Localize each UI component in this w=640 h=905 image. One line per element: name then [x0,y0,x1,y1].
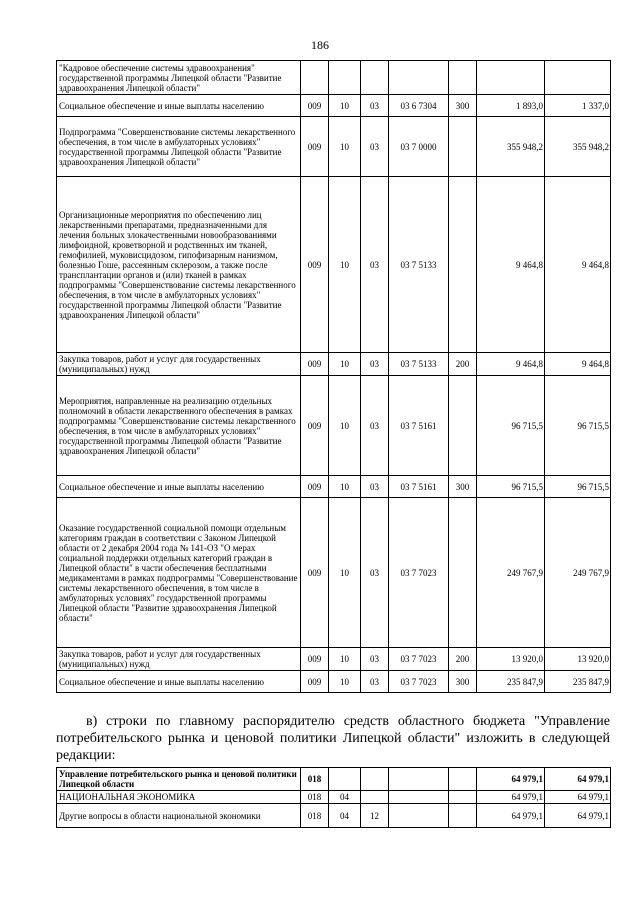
cell-section: 10 [329,117,361,177]
cell-admin: 009 [301,376,329,476]
cell-name: Организационные мероприятия по обеспечению лиц лекарственными препаратами, предназначенными для лечения больных злокачественными новообразованиями лимфоидной, кроветворной и родственных им тканей, гемофилией, муковисцидозом, гипофизарным нанизмом, болезнью Гоше, рассеянным склерозом, а также после трансплантации органов и (или) тканей в рамках подпрограммы "Совершенствование системы лекарственного обеспечения, в том числе в амбулаторных условиях" государственной программы Липецкой области "Развитие здравоохранения Липецкой области" [57,177,301,353]
cell-name: "Кадровое обеспечение системы здравоохранения" государственной программы Липецкой области "Развитие здравоохранения Липецкой области" [57,61,301,95]
cell-expense: 300 [449,476,477,498]
cell-subsection [361,791,389,804]
cell-target: 03 6 7304 [389,95,449,117]
cell-section [329,768,361,791]
cell-sum1: 64 979,1 [477,791,545,804]
cell-section: 10 [329,376,361,476]
cell-admin: 009 [301,117,329,177]
cell-section: 04 [329,791,361,804]
cell-admin: 009 [301,498,329,648]
table-row [57,476,611,498]
cell-subsection: 03 [361,117,389,177]
cell-expense: 300 [449,95,477,117]
cell-sum1 [477,61,545,95]
cell-admin: 009 [301,353,329,376]
cell-expense: 200 [449,353,477,376]
cell-sum1: 64 979,1 [477,768,545,791]
cell-name: Социальное обеспечение и иные выплаты населению [57,95,301,117]
cell-name: Закупка товаров, работ и услуг для государственных (муниципальных) нужд [57,353,301,376]
cell-subsection [361,768,389,791]
cell-name: Закупка товаров, работ и услуг для государственных (муниципальных) нужд [57,648,301,671]
cell-sum2: 96 715,5 [545,476,611,498]
cell-target [389,804,449,828]
cell-subsection: 03 [361,498,389,648]
cell-subsection: 03 [361,476,389,498]
table-row [57,117,611,177]
table-row [57,768,611,791]
cell-subsection: 03 [361,353,389,376]
cell-admin: 018 [301,804,329,828]
cell-section: 10 [329,95,361,117]
cell-sum1: 9 464,8 [477,177,545,353]
cell-expense [449,768,477,791]
table-row [57,61,611,95]
cell-sum2: 13 920,0 [545,648,611,671]
cell-sum2: 64 979,1 [545,791,611,804]
cell-section: 10 [329,177,361,353]
table-row [57,671,611,693]
cell-section: 10 [329,476,361,498]
cell-name: Подпрограмма "Совершенствование системы лекарственного обеспечения, в том числе в амбулаторных условиях" государственной программы Липецкой области "Развитие здравоохранения Липецкой области" [57,117,301,177]
cell-admin: 009 [301,476,329,498]
cell-admin [301,61,329,95]
cell-name: Управление потребительского рынка и ценовой политики Липецкой области [57,768,301,791]
cell-target: 03 7 0000 [389,117,449,177]
cell-name: Другие вопросы в области национальной экономики [57,804,301,828]
cell-sum1: 235 847,9 [477,671,545,693]
cell-expense [449,117,477,177]
cell-sum2: 64 979,1 [545,804,611,828]
budget-table-health [56,60,611,693]
cell-sum2: 64 979,1 [545,768,611,791]
cell-expense [449,177,477,353]
cell-subsection [361,61,389,95]
cell-target [389,61,449,95]
cell-subsection: 03 [361,95,389,117]
cell-target: 03 7 7023 [389,498,449,648]
cell-name: Мероприятия, направленные на реализацию отдельных полномочий в области лекарственного обеспечения в рамках подпрограммы "Совершенствование системы лекарственного обеспечения, в том числе в амбулаторных условиях" государственной программы Липецкой области "Развитие здравоохранения Липецкой области" [57,376,301,476]
table-row [57,804,611,828]
cell-sum2: 355 948,2 [545,117,611,177]
cell-target: 03 7 5161 [389,476,449,498]
cell-sum2: 1 337,0 [545,95,611,117]
cell-target: 03 7 5161 [389,376,449,476]
table-row [57,791,611,804]
cell-expense [449,376,477,476]
cell-admin: 009 [301,671,329,693]
table-row [57,177,611,353]
table-row [57,95,611,117]
cell-sum2: 235 847,9 [545,671,611,693]
cell-target: 03 7 7023 [389,671,449,693]
cell-section: 10 [329,498,361,648]
cell-expense: 200 [449,648,477,671]
cell-section: 10 [329,353,361,376]
page-number: 186 [311,38,329,52]
cell-sum2: 9 464,8 [545,177,611,353]
cell-expense [449,804,477,828]
cell-expense [449,498,477,648]
amendment-paragraph: в) строки по главному распорядителю средств областного бюджета "Управление потребительского рынка и ценовой политики Липецкой области" изложить в следующей редакции: [56,714,610,763]
cell-target: 03 7 5133 [389,177,449,353]
cell-sum1: 355 948,2 [477,117,545,177]
cell-admin: 018 [301,791,329,804]
cell-section: 10 [329,671,361,693]
table-row [57,498,611,648]
cell-target: 03 7 7023 [389,648,449,671]
cell-sum1: 64 979,1 [477,804,545,828]
cell-section [329,61,361,95]
cell-sum2: 96 715,5 [545,376,611,476]
cell-subsection: 12 [361,804,389,828]
cell-subsection: 03 [361,648,389,671]
cell-name: Социальное обеспечение и иные выплаты населению [57,476,301,498]
cell-section: 04 [329,804,361,828]
cell-expense [449,791,477,804]
cell-sum1: 9 464,8 [477,353,545,376]
cell-target: 03 7 5133 [389,353,449,376]
table-row [57,648,611,671]
cell-sum1: 96 715,5 [477,376,545,476]
cell-sum2: 249 767,9 [545,498,611,648]
cell-expense [449,61,477,95]
cell-sum1: 13 920,0 [477,648,545,671]
cell-sum1: 1 893,0 [477,95,545,117]
cell-admin: 018 [301,768,329,791]
table-row [57,376,611,476]
cell-target [389,768,449,791]
cell-expense: 300 [449,671,477,693]
cell-target [389,791,449,804]
cell-subsection: 03 [361,177,389,353]
cell-admin: 009 [301,177,329,353]
cell-subsection: 03 [361,671,389,693]
cell-sum1: 96 715,5 [477,476,545,498]
budget-table-consumer-market [56,767,611,828]
cell-sum2 [545,61,611,95]
cell-admin: 009 [301,648,329,671]
cell-name: Оказание государственной социальной помощи отдельным категориям граждан в соответствии с Законом Липецкой области от 2 декабря 2004 года № 141-ОЗ "О мерах социальной поддержки отдельных категорий граждан в Липецкой области" в части обеспечения бесплатными медикаментами в рамках подпрограммы "Совершенствование системы лекарственного обеспечения, в том числе в амбулаторных условиях" государственной программы Липецкой области "Развитие здравоохранения Липецкой области" [57,498,301,648]
cell-sum2: 9 464,8 [545,353,611,376]
cell-sum1: 249 767,9 [477,498,545,648]
cell-name: НАЦИОНАЛЬНАЯ ЭКОНОМИКА [57,791,301,804]
cell-name: Социальное обеспечение и иные выплаты населению [57,671,301,693]
cell-admin: 009 [301,95,329,117]
table-row [57,353,611,376]
cell-section: 10 [329,648,361,671]
cell-subsection: 03 [361,376,389,476]
